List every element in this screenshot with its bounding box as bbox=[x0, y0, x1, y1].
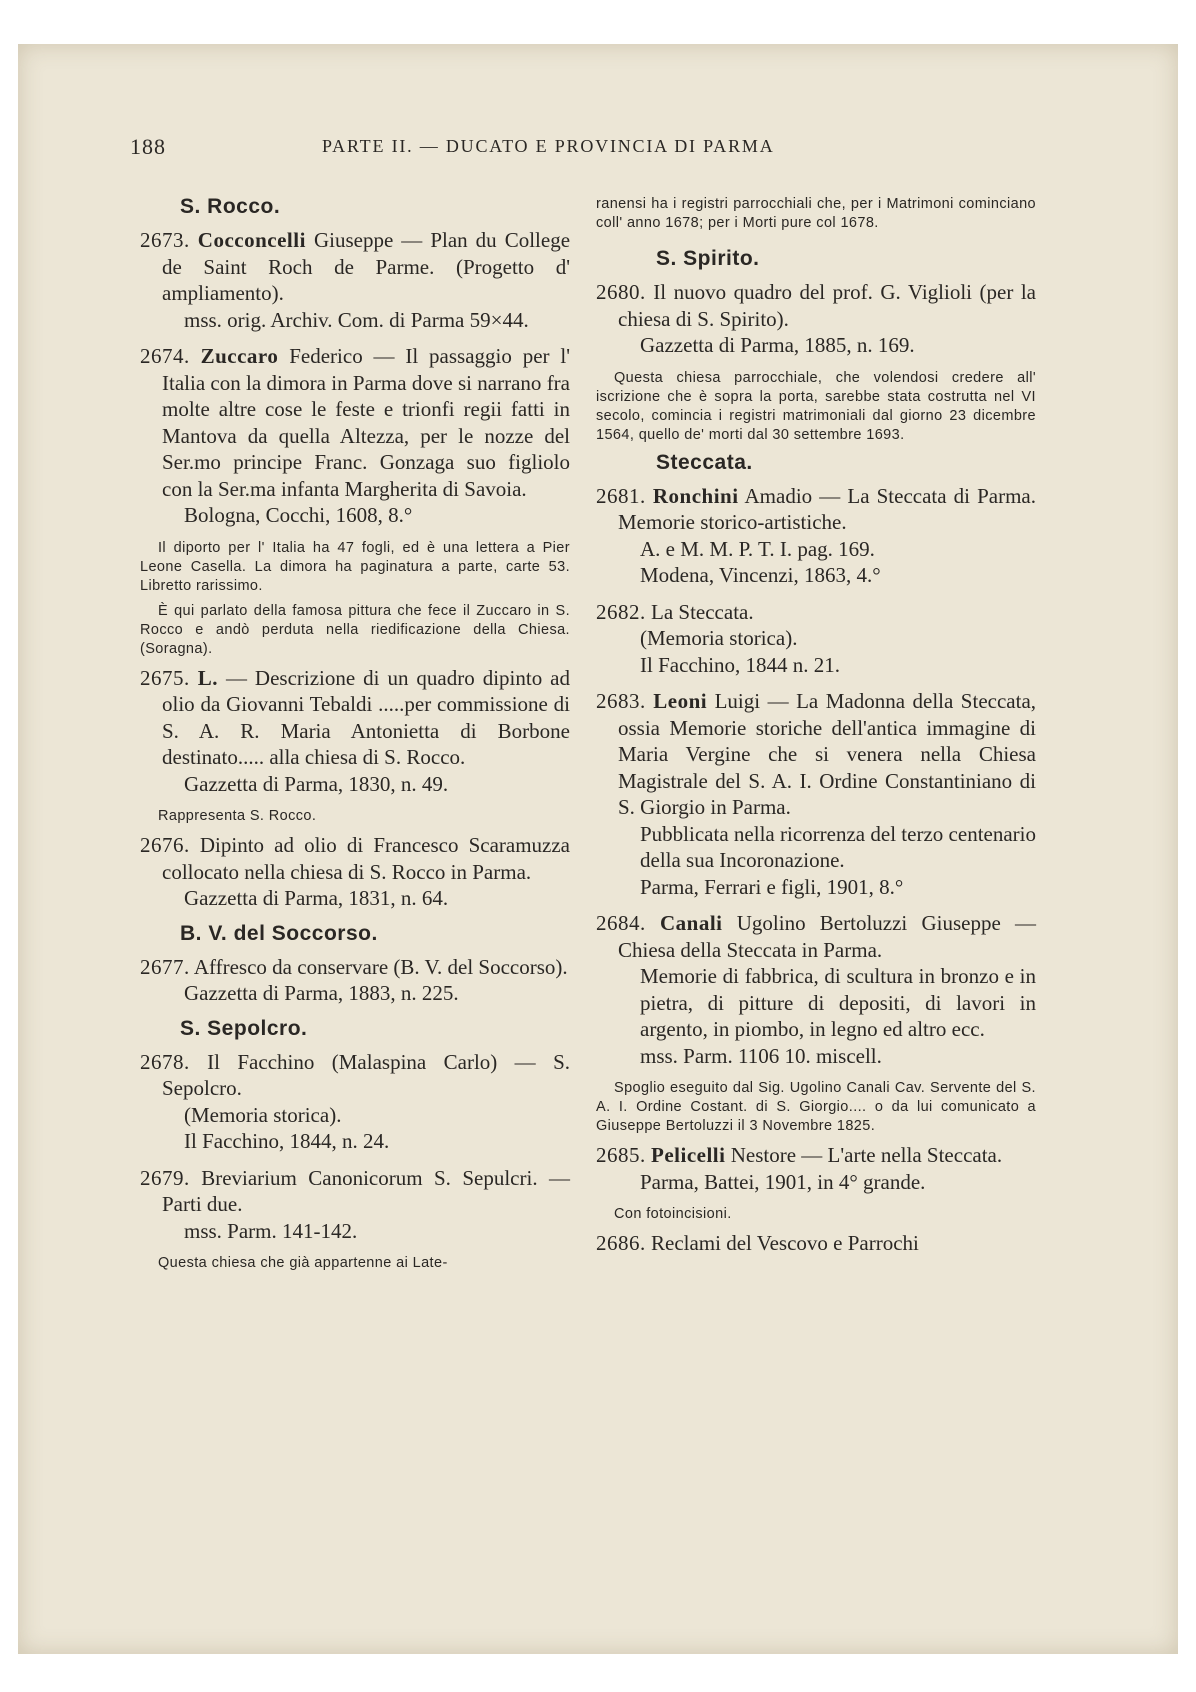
entry-publication: Pubblicata nella ricorrenza del terzo centenario della sua Incoronazione. bbox=[640, 821, 1036, 872]
entry-title: Luigi — La Madonna della Steccata, ossia Memorie storiche dell'antica immagine di Maria Vergine che si venera nella Chiesa Magistrale del S. A. I. Ordine Constantiniano di S. Giorgio in Parma. bbox=[618, 689, 1037, 819]
bibliography-entry bbox=[140, 227, 570, 333]
entry-publication: Memorie di fabbrica, di scultura in bronzo e in pietra, di pitture di depositi, di lavori in argento, in piombo, in legno ed altro ecc. bbox=[640, 964, 1036, 1041]
entry-number: 2684. bbox=[596, 911, 646, 935]
entry-number: 2676. bbox=[140, 833, 190, 857]
entry-publication: Gazzetta di Parma, 1830, n. 49. bbox=[184, 771, 449, 796]
running-head: PARTE II. — DUCATO E PROVINCIA DI PARMA bbox=[322, 136, 775, 156]
entry-publication: Gazzetta di Parma, 1883, n. 225. bbox=[184, 981, 459, 1005]
bibliography-entry bbox=[140, 1165, 570, 1245]
bibliography-entry bbox=[596, 483, 1036, 589]
bibliography-entry bbox=[140, 1049, 570, 1155]
entry-publication: Il Facchino, 1844, n. 24. bbox=[184, 1129, 390, 1153]
entry-author: Leoni bbox=[653, 689, 708, 713]
entry-author: Pelicelli bbox=[651, 1143, 726, 1167]
entry-title: Dipinto ad olio di Francesco Scaramuzza collocato nella chiesa di S. Rocco in Parma. bbox=[162, 833, 571, 884]
entry-number: 2679. bbox=[140, 1165, 190, 1190]
entry-title: Amadio — La Steccata di Parma. Memorie storico-artistiche. bbox=[618, 483, 1037, 534]
entry-author: Zuccaro bbox=[200, 344, 279, 368]
bibliography-entry bbox=[596, 599, 1036, 679]
entry-publication: (Memoria storica). bbox=[640, 626, 798, 650]
entry-note: Rappresenta S. Rocco. bbox=[158, 808, 317, 824]
bibliography-entry bbox=[140, 343, 570, 529]
entry-number: 2675. bbox=[140, 665, 190, 690]
section-heading: S. Sepolcro. bbox=[180, 1016, 308, 1040]
entry-title: Giuseppe — Plan du College de Saint Roch de Parme. (Progetto d' ampliamento). bbox=[162, 228, 571, 305]
bibliography-entry bbox=[596, 688, 1036, 900]
entry-publication: Parma, Ferrari e figli, 1901, 8.° bbox=[640, 874, 904, 899]
entry-publication: Bologna, Cocchi, 1608, 8.° bbox=[184, 503, 413, 527]
entry-note: È qui parlato della famosa pittura che fece il Zuccaro in S. Rocco e andò perduta nella riedificazione della Chiesa. (Soragna). bbox=[140, 602, 570, 657]
entry-note: Con fotoincisioni. bbox=[614, 1206, 732, 1222]
entry-publication: Modena, Vincenzi, 1863, 4.° bbox=[640, 563, 881, 587]
entry-note: Il diporto per l' Italia ha 47 fogli, ed è una lettera a Pier Leone Casella. La dimora ha paginatura a parte, carte 53. Libretto rarissimo. bbox=[140, 539, 570, 594]
entry-publication: mss. orig. Archiv. Com. di Parma 59×44. bbox=[184, 307, 529, 332]
entry-publication: (Memoria storica). bbox=[184, 1102, 342, 1127]
entry-title: Il nuovo quadro del prof. G. Viglioli (per la chiesa di S. Spirito). bbox=[618, 280, 1036, 331]
page-header bbox=[0, 134, 1196, 164]
bibliography-entry bbox=[140, 832, 570, 912]
entry-author: Cocconcelli bbox=[197, 228, 306, 252]
entry-author: Ronchini bbox=[652, 483, 739, 508]
entry-note: Questa chiesa parrocchiale, che volendosi credere all' iscrizione che è sopra la porta, sarebbe stata costrutta nel VI secolo, comincia i registri matrimoniali dal giorno 23 dicembre 1564, quello de' morti dal 30 settembre 1693. bbox=[596, 369, 1036, 443]
entry-title: — Descrizione di un quadro dipinto ad olio da Giovanni Tebaldi .....per commissione di S. A. R. Maria Antonietta di Borbone destinato..... alla chiesa di S. Rocco. bbox=[162, 665, 570, 769]
section-heading: S. Rocco. bbox=[180, 195, 281, 218]
bibliography-entry bbox=[140, 954, 570, 1007]
entry-publication: mss. Parm. 141-142. bbox=[184, 1218, 358, 1243]
entry-publication: Gazzetta di Parma, 1885, n. 169. bbox=[640, 333, 915, 357]
entry-title: Affresco da conservare (B. V. del Soccorso). bbox=[193, 954, 568, 979]
entry-title: Nestore — L'arte nella Steccata. bbox=[730, 1143, 1003, 1167]
section-heading: S. Spirito. bbox=[656, 247, 760, 270]
entry-number: 2685. bbox=[596, 1143, 646, 1167]
entry-publication: Parma, Battei, 1901, in 4° grande. bbox=[640, 1169, 926, 1194]
entry-publication: Il Facchino, 1844 n. 21. bbox=[640, 652, 841, 677]
entry-number: 2678. bbox=[140, 1049, 190, 1074]
entry-author: Canali bbox=[659, 911, 723, 935]
entry-number: 2673. bbox=[140, 228, 190, 252]
section-heading: Steccata. bbox=[656, 450, 753, 474]
entry-title: Reclami del Vescovo e Parrochi bbox=[651, 1231, 919, 1255]
entry-title: Il Facchino (Malaspina Carlo) — S. Sepolcro. bbox=[162, 1049, 570, 1100]
entry-number: 2686. bbox=[596, 1231, 646, 1255]
page-number: 188 bbox=[130, 134, 166, 159]
bibliography-entry bbox=[596, 910, 1036, 1069]
entry-number: 2683. bbox=[596, 689, 646, 713]
entry-publication: Gazzetta di Parma, 1831, n. 64. bbox=[184, 886, 449, 910]
entry-title: Ugolino Bertoluzzi Giuseppe — Chiesa della Steccata in Parma. bbox=[618, 911, 1037, 962]
entry-number: 2681. bbox=[596, 483, 646, 508]
entry-number: 2674. bbox=[140, 344, 190, 368]
bibliography-entry bbox=[596, 1142, 1036, 1195]
note-continuation: ranensi ha i registri parrocchiali che, per i Matrimoni cominciano coll' anno 1678; per i Morti pure col 1678. bbox=[596, 196, 1036, 231]
bibliography-entry bbox=[596, 279, 1036, 359]
entry-title: Federico — Il passaggio per l' Italia con la dimora in Parma dove si narrano fra molte altre cose le feste e trionfi regii fatti in Mantova da quella Altezza, per le nozze del Ser.mo principe Franc. Gonzaga suo figliolo con la Ser.ma infanta Margherita di Savoia. bbox=[162, 344, 570, 501]
section-heading: B. V. del Soccorso. bbox=[180, 921, 378, 945]
bibliography-entry bbox=[596, 1230, 1036, 1257]
bibliography-entry bbox=[140, 665, 570, 798]
entry-note: Questa chiesa che già appartenne ai Late- bbox=[158, 1255, 448, 1271]
entry-title: Breviarium Canonicorum S. Sepulcri. — Parti due. bbox=[162, 1165, 570, 1216]
entry-publication: mss. Parm. 1106 10. miscell. bbox=[640, 1043, 882, 1068]
entry-author: L. bbox=[197, 665, 218, 690]
entry-title: La Steccata. bbox=[651, 599, 754, 624]
left-column bbox=[140, 195, 570, 1279]
entry-number: 2680. bbox=[596, 280, 646, 304]
entry-number: 2677. bbox=[140, 954, 190, 979]
right-column bbox=[596, 195, 1036, 1267]
entry-publication: A. e M. M. P. T. I. pag. 169. bbox=[640, 536, 875, 561]
entry-number: 2682. bbox=[596, 599, 646, 624]
entry-note: Spoglio eseguito dal Sig. Ugolino Canali Cav. Servente del S. A. I. Ordine Costant. di S. Giorgio.... o da lui comunicato a Giuseppe Bertoluzzi il 3 Novembre 1825. bbox=[596, 1080, 1036, 1134]
